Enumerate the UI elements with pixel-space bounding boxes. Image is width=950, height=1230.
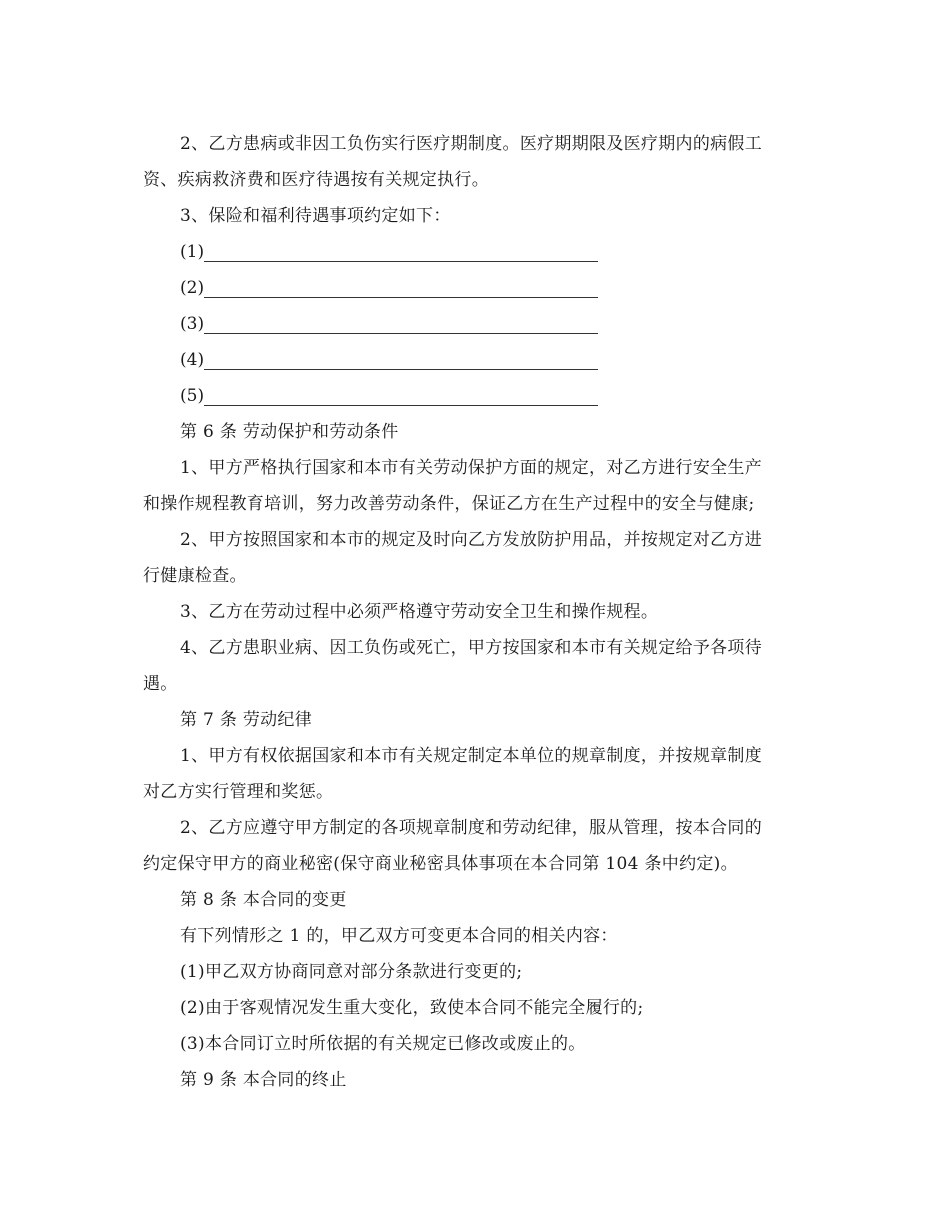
paragraph-medical-line2: 资、疾病救济费和医疗待遇按有关规定执行。 [143,170,489,190]
article-8-item1: (1)甲乙双方协商同意对部分条款进行变更的; [180,962,523,982]
article-7-para1-line2: 对乙方实行管理和奖惩。 [143,782,334,802]
blank-item-2 [180,277,206,299]
article-7-para2-line2: 约定保守甲方的商业秘密(保守商业秘密具体事项在本合同第 104 条中约定)。 [143,854,738,874]
article-6-para1-line1: 1、甲方严格执行国家和本市有关劳动保护方面的规定，对乙方进行安全生产 [180,458,763,478]
article-6-para1-line2: 和操作规程教育培训，努力改善劳动条件，保证乙方在生产过程中的安全与健康; [143,494,755,514]
blank-underline [204,261,598,262]
paragraph-insurance-welfare: 3、保险和福利待遇事项约定如下： [180,206,451,226]
paragraph-medical-line1: 2、乙方患病或非因工负伤实行医疗期制度。医疗期期限及医疗期内的病假工 [180,134,763,154]
article-6-heading: 第 6 条 劳动保护和劳动条件 [180,422,399,442]
article-8-intro: 有下列情形之 1 的，甲乙双方可变更本合同的相关内容： [180,926,618,946]
blank-item-label: (4) [180,350,205,370]
blank-item-3 [180,313,206,335]
article-6-para3: 3、乙方在劳动过程中必须严格遵守劳动安全卫生和操作规程。 [180,602,659,622]
blank-item-label: (1) [180,242,205,262]
article-8-item2: (2)由于客观情况发生重大变化，致使本合同不能完全履行的; [180,998,644,1018]
blank-item-1 [180,241,206,263]
article-7-para2-line1: 2、乙方应遵守甲方制定的各项规章制度和劳动纪律，服从管理，按本合同的 [180,818,763,838]
blank-underline [204,297,598,298]
article-8-heading: 第 8 条 本合同的变更 [180,890,347,910]
article-8-item3: (3)本合同订立时所依据的有关规定已修改或废止的。 [180,1034,586,1054]
blank-item-label: (5) [180,386,205,406]
blank-item-5 [180,385,206,407]
article-7-para1-line1: 1、甲方有权依据国家和本市有关规定制定本单位的规章制度，并按规章制度 [180,746,763,766]
blank-item-label: (2) [180,278,205,298]
blank-underline [204,333,598,334]
article-6-para4-line2: 遇。 [143,674,178,694]
article-6-para4-line1: 4、乙方患职业病、因工负伤或死亡，甲方按国家和本市有关规定给予各项待 [180,638,763,658]
article-7-heading: 第 7 条 劳动纪律 [180,710,313,730]
blank-underline [204,369,598,370]
blank-item-label: (3) [180,314,205,334]
blank-underline [204,405,598,406]
article-6-para2-line2: 行健康检查。 [143,566,247,586]
article-9-heading: 第 9 条 本合同的终止 [180,1070,347,1090]
article-6-para2-line1: 2、甲方按照国家和本市的规定及时向乙方发放防护用品，并按规定对乙方进 [180,530,763,550]
blank-item-4 [180,349,206,371]
